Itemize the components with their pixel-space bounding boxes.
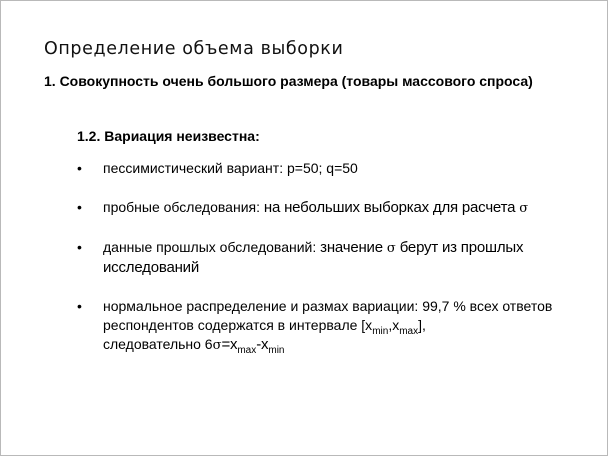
- subscript-min: min: [268, 345, 285, 356]
- bullet-text-emphasis: берут из прошлых исследований: [103, 239, 524, 276]
- bullet-marker: •: [77, 199, 82, 215]
- sigma-symbol: σ: [386, 241, 396, 256]
- bullet-item: [77, 238, 577, 277]
- slide-subtitle: 1. Совокупность очень большого размера (товары массового спроса): [44, 73, 533, 89]
- bullet-marker: •: [77, 239, 82, 255]
- formula-eq: =x: [221, 336, 238, 353]
- section-heading: 1.2. Вариация неизвестна:: [77, 128, 260, 144]
- bullet-text-emphasis: значение: [320, 239, 387, 256]
- sigma-symbol: σ: [519, 201, 529, 216]
- bullet-item: [77, 159, 577, 178]
- bullet-text: данные прошлых обследований:: [103, 239, 321, 255]
- sigma-symbol: σ: [212, 338, 222, 353]
- bullet-text: ,x: [388, 317, 400, 333]
- formula-minus: -x: [256, 336, 269, 353]
- bullet-text: пробные обследования:: [103, 199, 264, 215]
- bullet-marker: •: [77, 298, 82, 314]
- bullet-text: ],: [418, 317, 426, 333]
- bullet-item: [77, 198, 577, 218]
- subscript-min: min: [372, 326, 389, 337]
- slide-title: Определение объема выборки: [44, 39, 344, 59]
- formula-lead: следовательно 6: [103, 336, 213, 352]
- bullet-text-emphasis: на небольших выборках для расчета: [263, 199, 520, 216]
- bullet-text: пессимистический вариант: p=50; q=50: [103, 160, 358, 176]
- bullet-marker: •: [77, 160, 82, 176]
- bullet-text: нормальное распределение и размах вариации: 99,7 % всех ответов респондентов содержатся в интервале [x: [103, 298, 553, 333]
- subscript-max: max: [237, 345, 257, 356]
- bullet-list: [77, 159, 577, 375]
- subscript-max: max: [399, 326, 419, 337]
- bullet-item: [77, 297, 577, 355]
